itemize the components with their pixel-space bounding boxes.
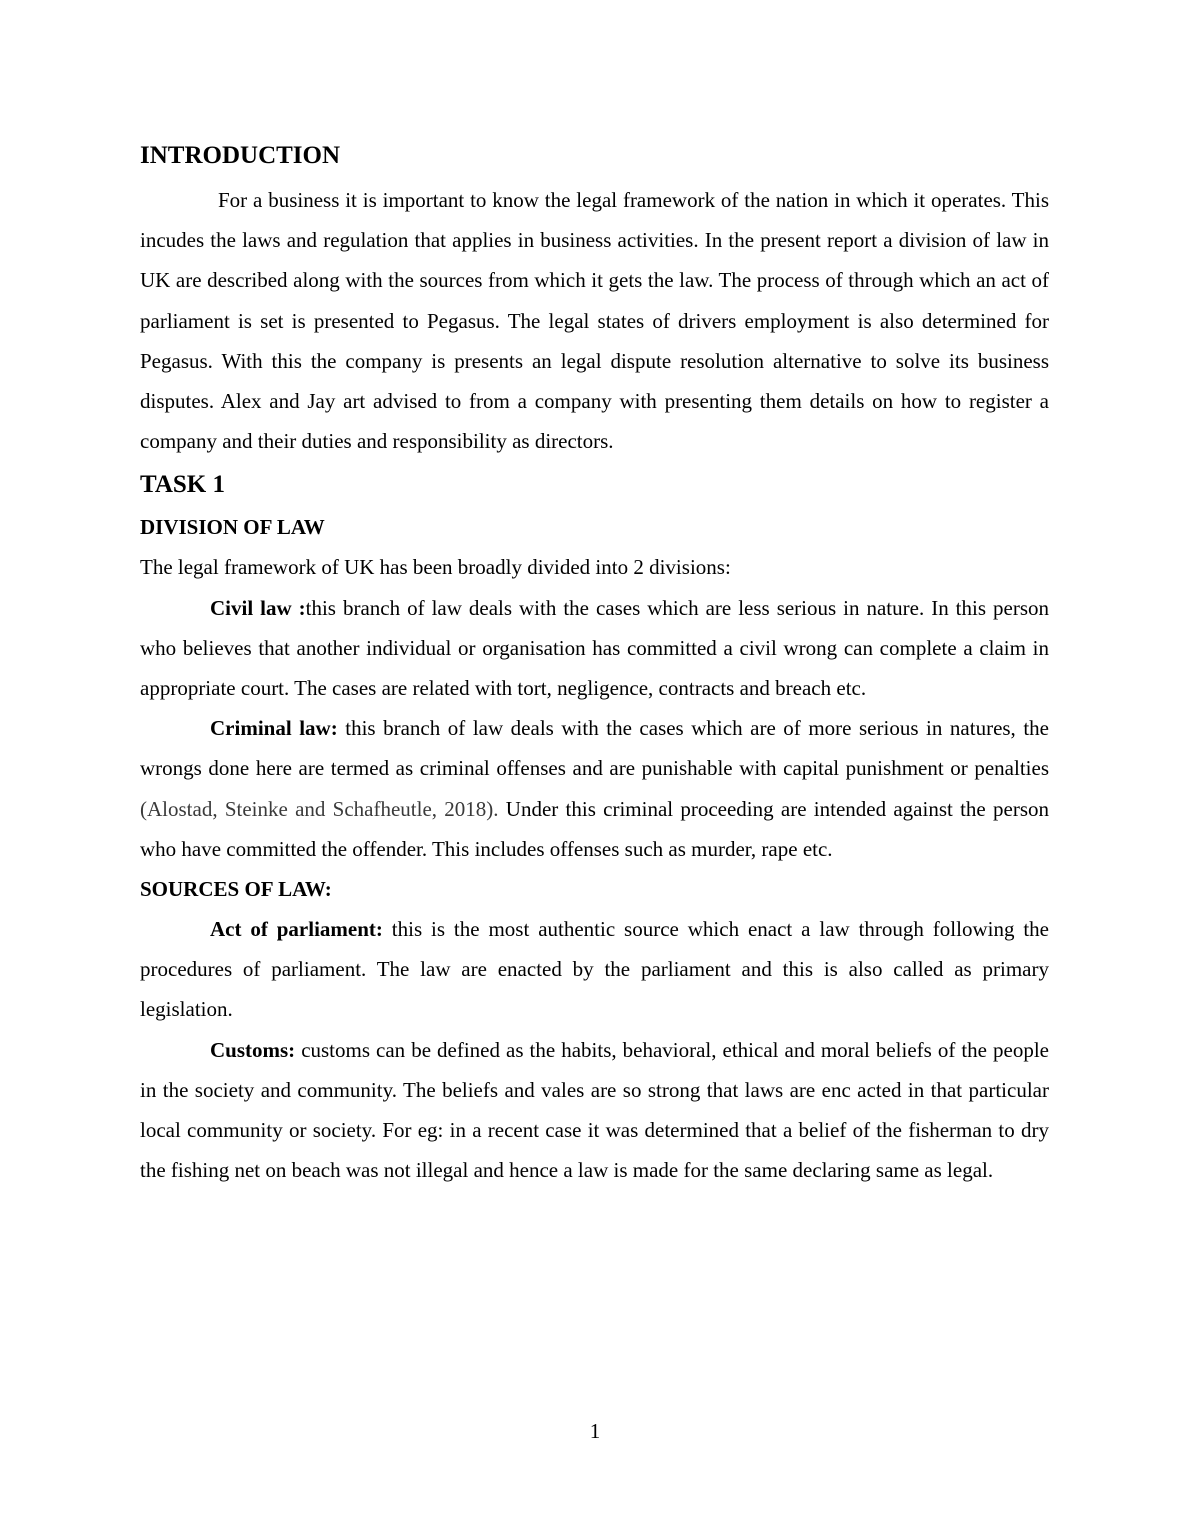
criminal-law-paragraph	[140, 708, 1049, 869]
page-number: 1	[589, 1419, 601, 1443]
task-1-heading: TASK 1	[140, 471, 225, 499]
criminal-law-citation: (Alostad, Steinke and Schafheutle, 2018).	[140, 796, 499, 821]
civil-law-term: Civil law :	[210, 595, 306, 620]
introduction-paragraph: For a business it is important to know the legal framework of the nation in which it operates. This incudes the laws and regulation that applies in business activities. In the present report a division of law in UK are described along with the sources from which it gets the law. The process of through which an act of parliament is set is presented to Pegasus. The legal states of drivers employment is also determined for Pegasus. With this the company is presents an legal dispute resolution alternative to solve its business disputes. Alex and Jay art advised to from a company with presenting them details on how to register a company and their duties and responsibility as directors.	[140, 188, 1049, 454]
criminal-law-text-after: Under this criminal proceeding are intended against the person who have committed the offender. This includes offenses such as murder, rape etc.	[140, 796, 1049, 861]
civil-law-paragraph	[140, 588, 1049, 709]
act-of-parliament-term: Act of parliament:	[210, 917, 383, 942]
criminal-law-term: Criminal law:	[210, 716, 338, 741]
introduction-heading: INTRODUCTION	[140, 142, 341, 169]
civil-law-text: this branch of law deals with the cases which are less serious in nature. In this person who believes that another individual or organisation has committed a civil wrong can complete a claim in appropriate court. The cases are related with tort, negligence, contracts and breach etc.	[140, 595, 1049, 701]
document-page	[140, 138, 1049, 1190]
division-lead-paragraph: The legal framework of UK has been broadly divided into 2 divisions:	[140, 555, 731, 580]
division-of-law-heading: DIVISION OF LAW	[140, 515, 325, 540]
customs-term: Customs:	[210, 1037, 296, 1062]
act-of-parliament-paragraph	[140, 909, 1049, 1030]
act-of-parliament-text: this is the most authentic source which enact a law through following the procedures of parliament. The law are enacted by the parliament and this is also called as primary legislation.	[140, 917, 1049, 1022]
criminal-law-text-before: this branch of law deals with the cases which are of more serious in natures, the wrongs done here are termed as criminal offenses and are punishable with capital punishment or penalties	[140, 716, 1049, 781]
customs-paragraph	[140, 1030, 1049, 1191]
sources-of-law-heading: SOURCES OF LAW:	[140, 877, 332, 902]
customs-text: customs can be defined as the habits, behavioral, ethical and moral beliefs of the people in the society and community. The beliefs and vales are so strong that laws are enc acted in that particular local community or society. For eg: in a recent case it was determined that a belief of the fisherman to dry the fishing net on beach was not illegal and hence a law is made for the same declaring same as legal.	[140, 1037, 1049, 1183]
